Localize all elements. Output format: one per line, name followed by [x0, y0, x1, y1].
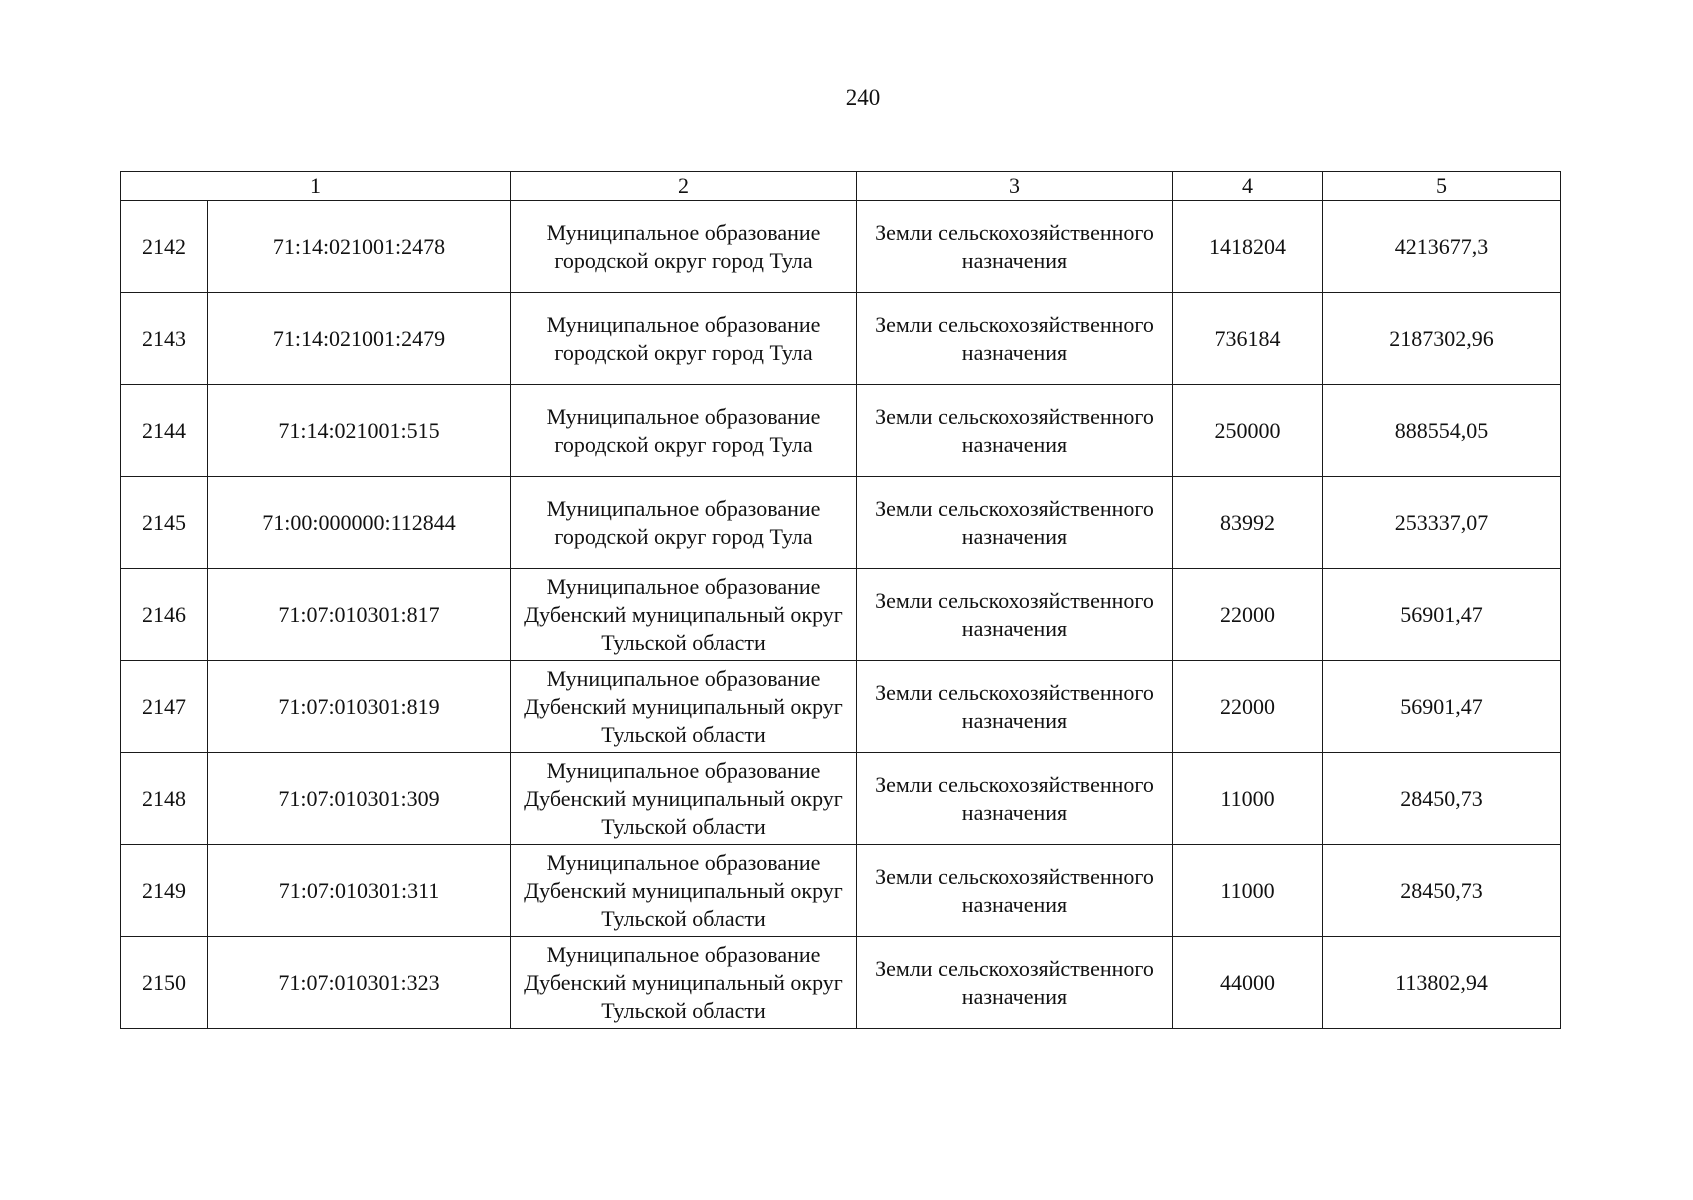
row-number: 2145 — [121, 477, 208, 569]
table-row — [121, 477, 1561, 569]
land-category: Земли сельскохозяйственного назначения — [857, 753, 1173, 845]
cadastral-number: 71:07:010301:309 — [208, 753, 511, 845]
cadastral-number: 71:00:000000:112844 — [208, 477, 511, 569]
land-category: Земли сельскохозяйственного назначения — [857, 385, 1173, 477]
table-row — [121, 201, 1561, 293]
area: 250000 — [1173, 385, 1323, 477]
area: 22000 — [1173, 661, 1323, 753]
value: 56901,47 — [1323, 569, 1561, 661]
row-number: 2144 — [121, 385, 208, 477]
table-body — [121, 201, 1561, 1029]
owner: Муниципальное образование Дубенский муниципальный округ Тульской области — [511, 661, 857, 753]
table-row — [121, 845, 1561, 937]
owner: Муниципальное образование городской округ город Тула — [511, 385, 857, 477]
table-row — [121, 385, 1561, 477]
header-col-2: 2 — [511, 172, 857, 201]
table-header — [121, 172, 1561, 201]
area: 83992 — [1173, 477, 1323, 569]
table-row — [121, 661, 1561, 753]
value: 253337,07 — [1323, 477, 1561, 569]
row-number: 2146 — [121, 569, 208, 661]
area: 11000 — [1173, 753, 1323, 845]
cadastral-number: 71:14:021001:515 — [208, 385, 511, 477]
row-number: 2147 — [121, 661, 208, 753]
value: 28450,73 — [1323, 753, 1561, 845]
table-row — [121, 753, 1561, 845]
land-category: Земли сельскохозяйственного назначения — [857, 569, 1173, 661]
area: 22000 — [1173, 569, 1323, 661]
row-number: 2143 — [121, 293, 208, 385]
header-col-5: 5 — [1323, 172, 1561, 201]
row-number: 2142 — [121, 201, 208, 293]
table-row — [121, 293, 1561, 385]
land-category: Земли сельскохозяйственного назначения — [857, 477, 1173, 569]
cadastral-number: 71:14:021001:2479 — [208, 293, 511, 385]
owner: Муниципальное образование Дубенский муниципальный округ Тульской области — [511, 937, 857, 1029]
land-category: Земли сельскохозяйственного назначения — [857, 201, 1173, 293]
table-row — [121, 569, 1561, 661]
area: 11000 — [1173, 845, 1323, 937]
header-col-3: 3 — [857, 172, 1173, 201]
table-row — [121, 937, 1561, 1029]
value: 56901,47 — [1323, 661, 1561, 753]
area: 44000 — [1173, 937, 1323, 1029]
value: 4213677,3 — [1323, 201, 1561, 293]
header-col-1: 1 — [121, 172, 511, 201]
land-category: Земли сельскохозяйственного назначения — [857, 937, 1173, 1029]
row-number: 2149 — [121, 845, 208, 937]
owner: Муниципальное образование городской округ город Тула — [511, 477, 857, 569]
page-number: 240 — [845, 85, 881, 110]
land-category: Земли сельскохозяйственного назначения — [857, 661, 1173, 753]
value: 2187302,96 — [1323, 293, 1561, 385]
value: 28450,73 — [1323, 845, 1561, 937]
owner: Муниципальное образование городской округ город Тула — [511, 201, 857, 293]
cadastral-number: 71:07:010301:323 — [208, 937, 511, 1029]
value: 113802,94 — [1323, 937, 1561, 1029]
cadastral-number: 71:14:021001:2478 — [208, 201, 511, 293]
header-col-4: 4 — [1173, 172, 1323, 201]
cadastral-number: 71:07:010301:311 — [208, 845, 511, 937]
owner: Муниципальное образование Дубенский муниципальный округ Тульской области — [511, 569, 857, 661]
area: 736184 — [1173, 293, 1323, 385]
land-category: Земли сельскохозяйственного назначения — [857, 845, 1173, 937]
land-plot-table — [120, 171, 1561, 1029]
cadastral-number: 71:07:010301:817 — [208, 569, 511, 661]
row-number: 2148 — [121, 753, 208, 845]
row-number: 2150 — [121, 937, 208, 1029]
land-category: Земли сельскохозяйственного назначения — [857, 293, 1173, 385]
owner: Муниципальное образование городской округ город Тула — [511, 293, 857, 385]
area: 1418204 — [1173, 201, 1323, 293]
cadastral-number: 71:07:010301:819 — [208, 661, 511, 753]
owner: Муниципальное образование Дубенский муниципальный округ Тульской области — [511, 753, 857, 845]
value: 888554,05 — [1323, 385, 1561, 477]
header-row — [121, 172, 1561, 201]
owner: Муниципальное образование Дубенский муниципальный округ Тульской области — [511, 845, 857, 937]
